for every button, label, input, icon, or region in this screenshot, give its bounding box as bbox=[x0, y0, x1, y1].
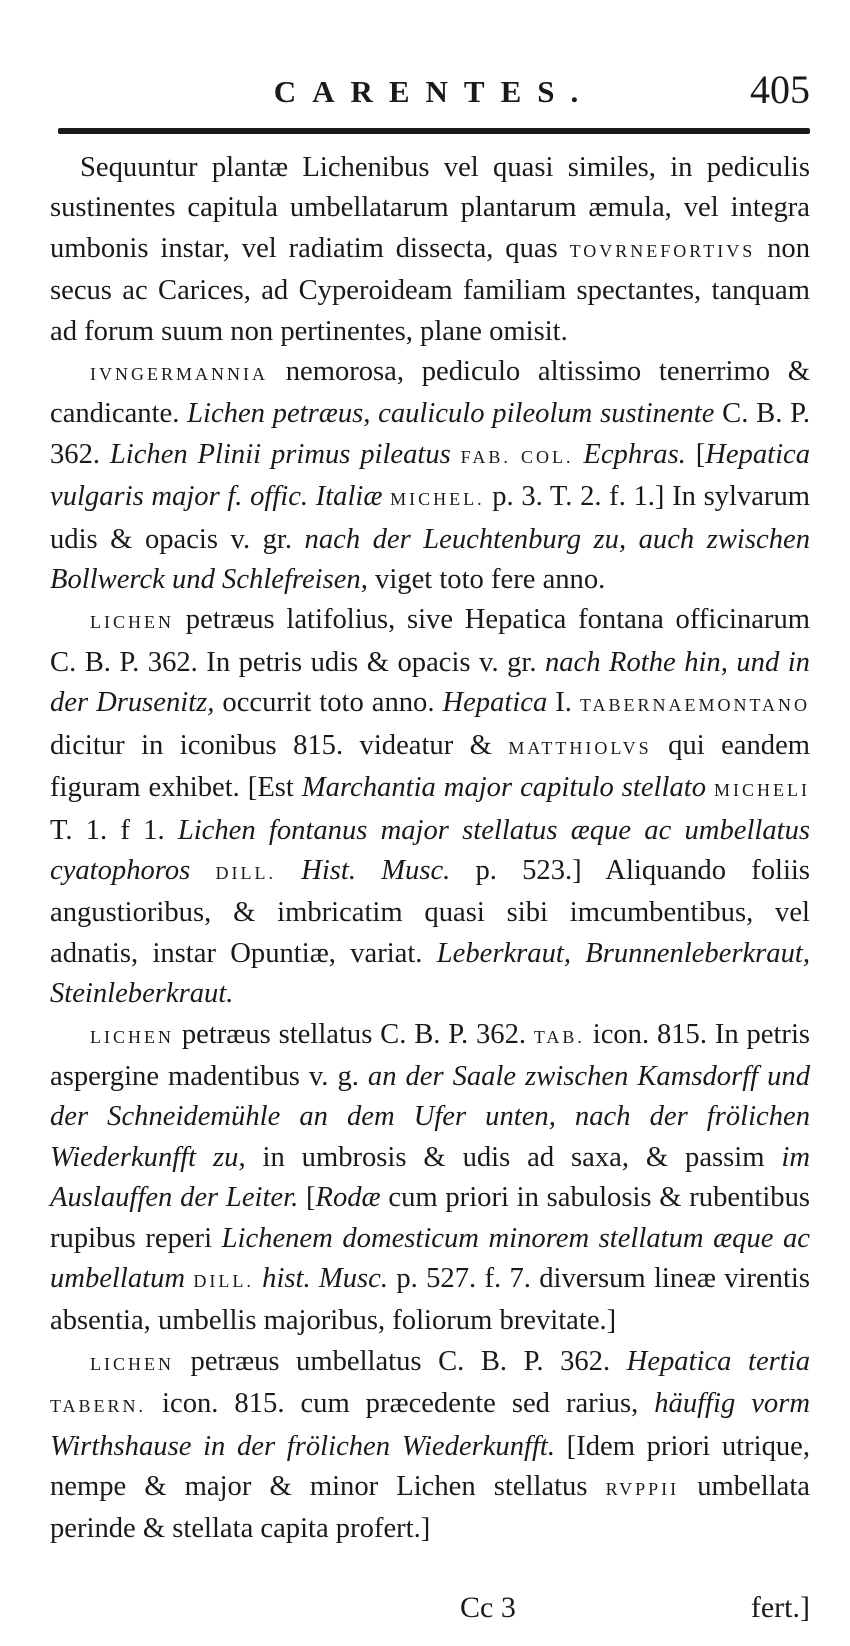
smallcaps-name: RVPPII bbox=[605, 1479, 680, 1499]
text-run: icon. 815. cum præcedente sed rarius, bbox=[146, 1388, 655, 1420]
body-text bbox=[50, 148, 810, 1550]
smallcaps-name: DILL. bbox=[193, 1270, 254, 1291]
text-run: non secus ac Carices, ad Cyperoideam familiam spectantes, tanquam ad forum suum non pertinentes, plane omisit. bbox=[50, 232, 810, 347]
text-run: Sequuntur plantæ Lichenibus vel quasi similes, in pediculis sustinentes capitula umbellatarum plantarum æmula, vel integra umbonis instar, vel radiatim dissecta, quas bbox=[50, 152, 810, 264]
italic-run: Lichen petræus, cauliculo pileolum sustinente bbox=[187, 398, 715, 430]
italic-run: Lichen Plinii primus pileatus bbox=[109, 438, 451, 470]
text-run: p. 3. T. 2. f. 1.] In sylvarum udis & opacis v. gr. bbox=[50, 481, 810, 555]
italic-run: Hepatica vulgaris major bbox=[50, 438, 811, 513]
text-run: p. 523.] Aliquando foliis angustioribus, & imbricatim quasi sibi imcumbentibus, vel adnatis, instar Opuntiæ, variat. bbox=[50, 854, 810, 969]
italic-run: Marchantia major capitulo stellato bbox=[301, 772, 706, 804]
text-run: petræus latifolius, sive Hepatica fontana officinarum C. B. P. 362. In petris udis & opacis v. gr. bbox=[50, 604, 810, 678]
italic-run: Hepatica tertia bbox=[626, 1345, 810, 1377]
smallcaps-name: LICHEN bbox=[90, 612, 174, 633]
paragraph-ivngermannia bbox=[50, 352, 810, 600]
paragraph-lichen-umbellatus bbox=[50, 1342, 810, 1550]
italic-run: Hist. Musc. bbox=[301, 854, 451, 886]
smallcaps-name: TABERNAEMONTANO bbox=[579, 695, 811, 716]
smallcaps-name: TOVRNEFORTIVS bbox=[569, 240, 756, 261]
smallcaps-name: FAB. COL. bbox=[460, 446, 574, 467]
italic-run: Ecphras. bbox=[583, 438, 686, 470]
text-run: occurrit toto anno. bbox=[214, 687, 443, 719]
text-run: [Idem priori utrique, nempe & major & minor Lichen stellatus bbox=[50, 1430, 810, 1502]
smallcaps-name: MICHEL. bbox=[390, 489, 485, 510]
header-rule bbox=[58, 128, 810, 134]
text-run: dicitur in iconibus 815. videatur & bbox=[50, 729, 509, 761]
text-run: qui eandem figuram exhibet. [Est bbox=[50, 729, 810, 804]
text-run bbox=[574, 439, 584, 470]
text-run: T. 1. f 1. bbox=[50, 814, 178, 846]
text-run bbox=[190, 855, 215, 886]
smallcaps-name: TAB. bbox=[533, 1026, 585, 1047]
text-run: umbellata perinde & stellata capita profert.] bbox=[50, 1471, 810, 1545]
text-run: viget toto fere anno. bbox=[367, 564, 606, 596]
italic-run: im Auslauffen der Leiter. bbox=[50, 1141, 810, 1214]
page-number: 405 bbox=[750, 67, 810, 112]
italic-run: Leberkraut, Brunnenleberkraut, Steinleberkraut. bbox=[50, 937, 810, 1010]
page-header bbox=[58, 62, 810, 112]
text-run: petræus stellatus C. B. P. 362. bbox=[174, 1018, 534, 1050]
italic-run: Rodæ bbox=[315, 1182, 381, 1214]
text-run: icon. 815. In petris aspergine madentibus v. g. bbox=[50, 1018, 811, 1092]
text-run: nemorosa, pediculo altissimo tenerrimo & candicante. bbox=[50, 356, 810, 430]
text-run: I. bbox=[547, 687, 580, 719]
italic-run: häuffig vorm Wirthshause in der frölichen Wiederkunfft. bbox=[50, 1388, 810, 1462]
text-run: [ bbox=[685, 438, 706, 470]
running-head: CARENTES. bbox=[273, 74, 595, 109]
text-run: C. B. P. 362. bbox=[50, 398, 810, 470]
paragraph-lichen-stellatus bbox=[50, 1015, 810, 1342]
text-run: petræus umbellatus C. B. P. 362. bbox=[174, 1345, 627, 1377]
italic-run: nach der Leuchtenburg zu, auch zwischen Bollwerck und Schlefreisen, bbox=[50, 523, 810, 596]
italic-run: Lichen fontanus major stellatus æque ac umbellatus cyatophoros bbox=[50, 814, 810, 886]
text-run bbox=[706, 772, 714, 803]
text-run: p. 527. f. 7. diversum lineæ virentis absentia, umbellis majoribus, foliorum brevitate.] bbox=[50, 1262, 810, 1337]
smallcaps-name: LICHEN bbox=[90, 1026, 174, 1047]
smallcaps-name: LICHEN bbox=[90, 1353, 174, 1374]
smallcaps-name: MATTHIOLVS bbox=[508, 737, 652, 758]
text-run bbox=[254, 1263, 262, 1294]
catchword: fert.] bbox=[750, 1591, 810, 1624]
text-run bbox=[451, 439, 461, 470]
text-run bbox=[382, 481, 390, 512]
italic-run: Lichenem domesticum minorem stellatum æque ac umbellatum bbox=[50, 1222, 811, 1294]
text-run: cum priori in sabulosis & rubentibus rupibus reperi bbox=[50, 1182, 810, 1254]
italic-run: nach Rothe hin, und in der Drusenitz, bbox=[50, 646, 810, 719]
smallcaps-name: MICHELI bbox=[714, 780, 810, 801]
smallcaps-name: DILL. bbox=[215, 862, 276, 883]
italic-run: hist. Musc. bbox=[262, 1262, 389, 1294]
text-run: in umbrosis & udis ad saxa, & passim bbox=[245, 1141, 782, 1173]
paragraph-lichen-latifolius bbox=[50, 600, 810, 1014]
italic-run: f. offic. Italiæ bbox=[227, 481, 383, 513]
italic-run: Hepatica bbox=[442, 687, 548, 719]
smallcaps-name: IVNGERMANNIA bbox=[90, 364, 268, 385]
text-run bbox=[276, 855, 301, 886]
text-run: [ bbox=[298, 1182, 316, 1214]
page-footer bbox=[50, 1591, 810, 1633]
smallcaps-name: TABERN. bbox=[50, 1396, 147, 1417]
signature-mark: Cc 3 bbox=[460, 1591, 516, 1624]
paragraph-intro bbox=[50, 148, 810, 352]
italic-run: an der Saale zwischen Kamsdorff und der Schneidemühle an dem Ufer unten, nach der frölichen Wiederkunfft zu, bbox=[50, 1060, 810, 1173]
